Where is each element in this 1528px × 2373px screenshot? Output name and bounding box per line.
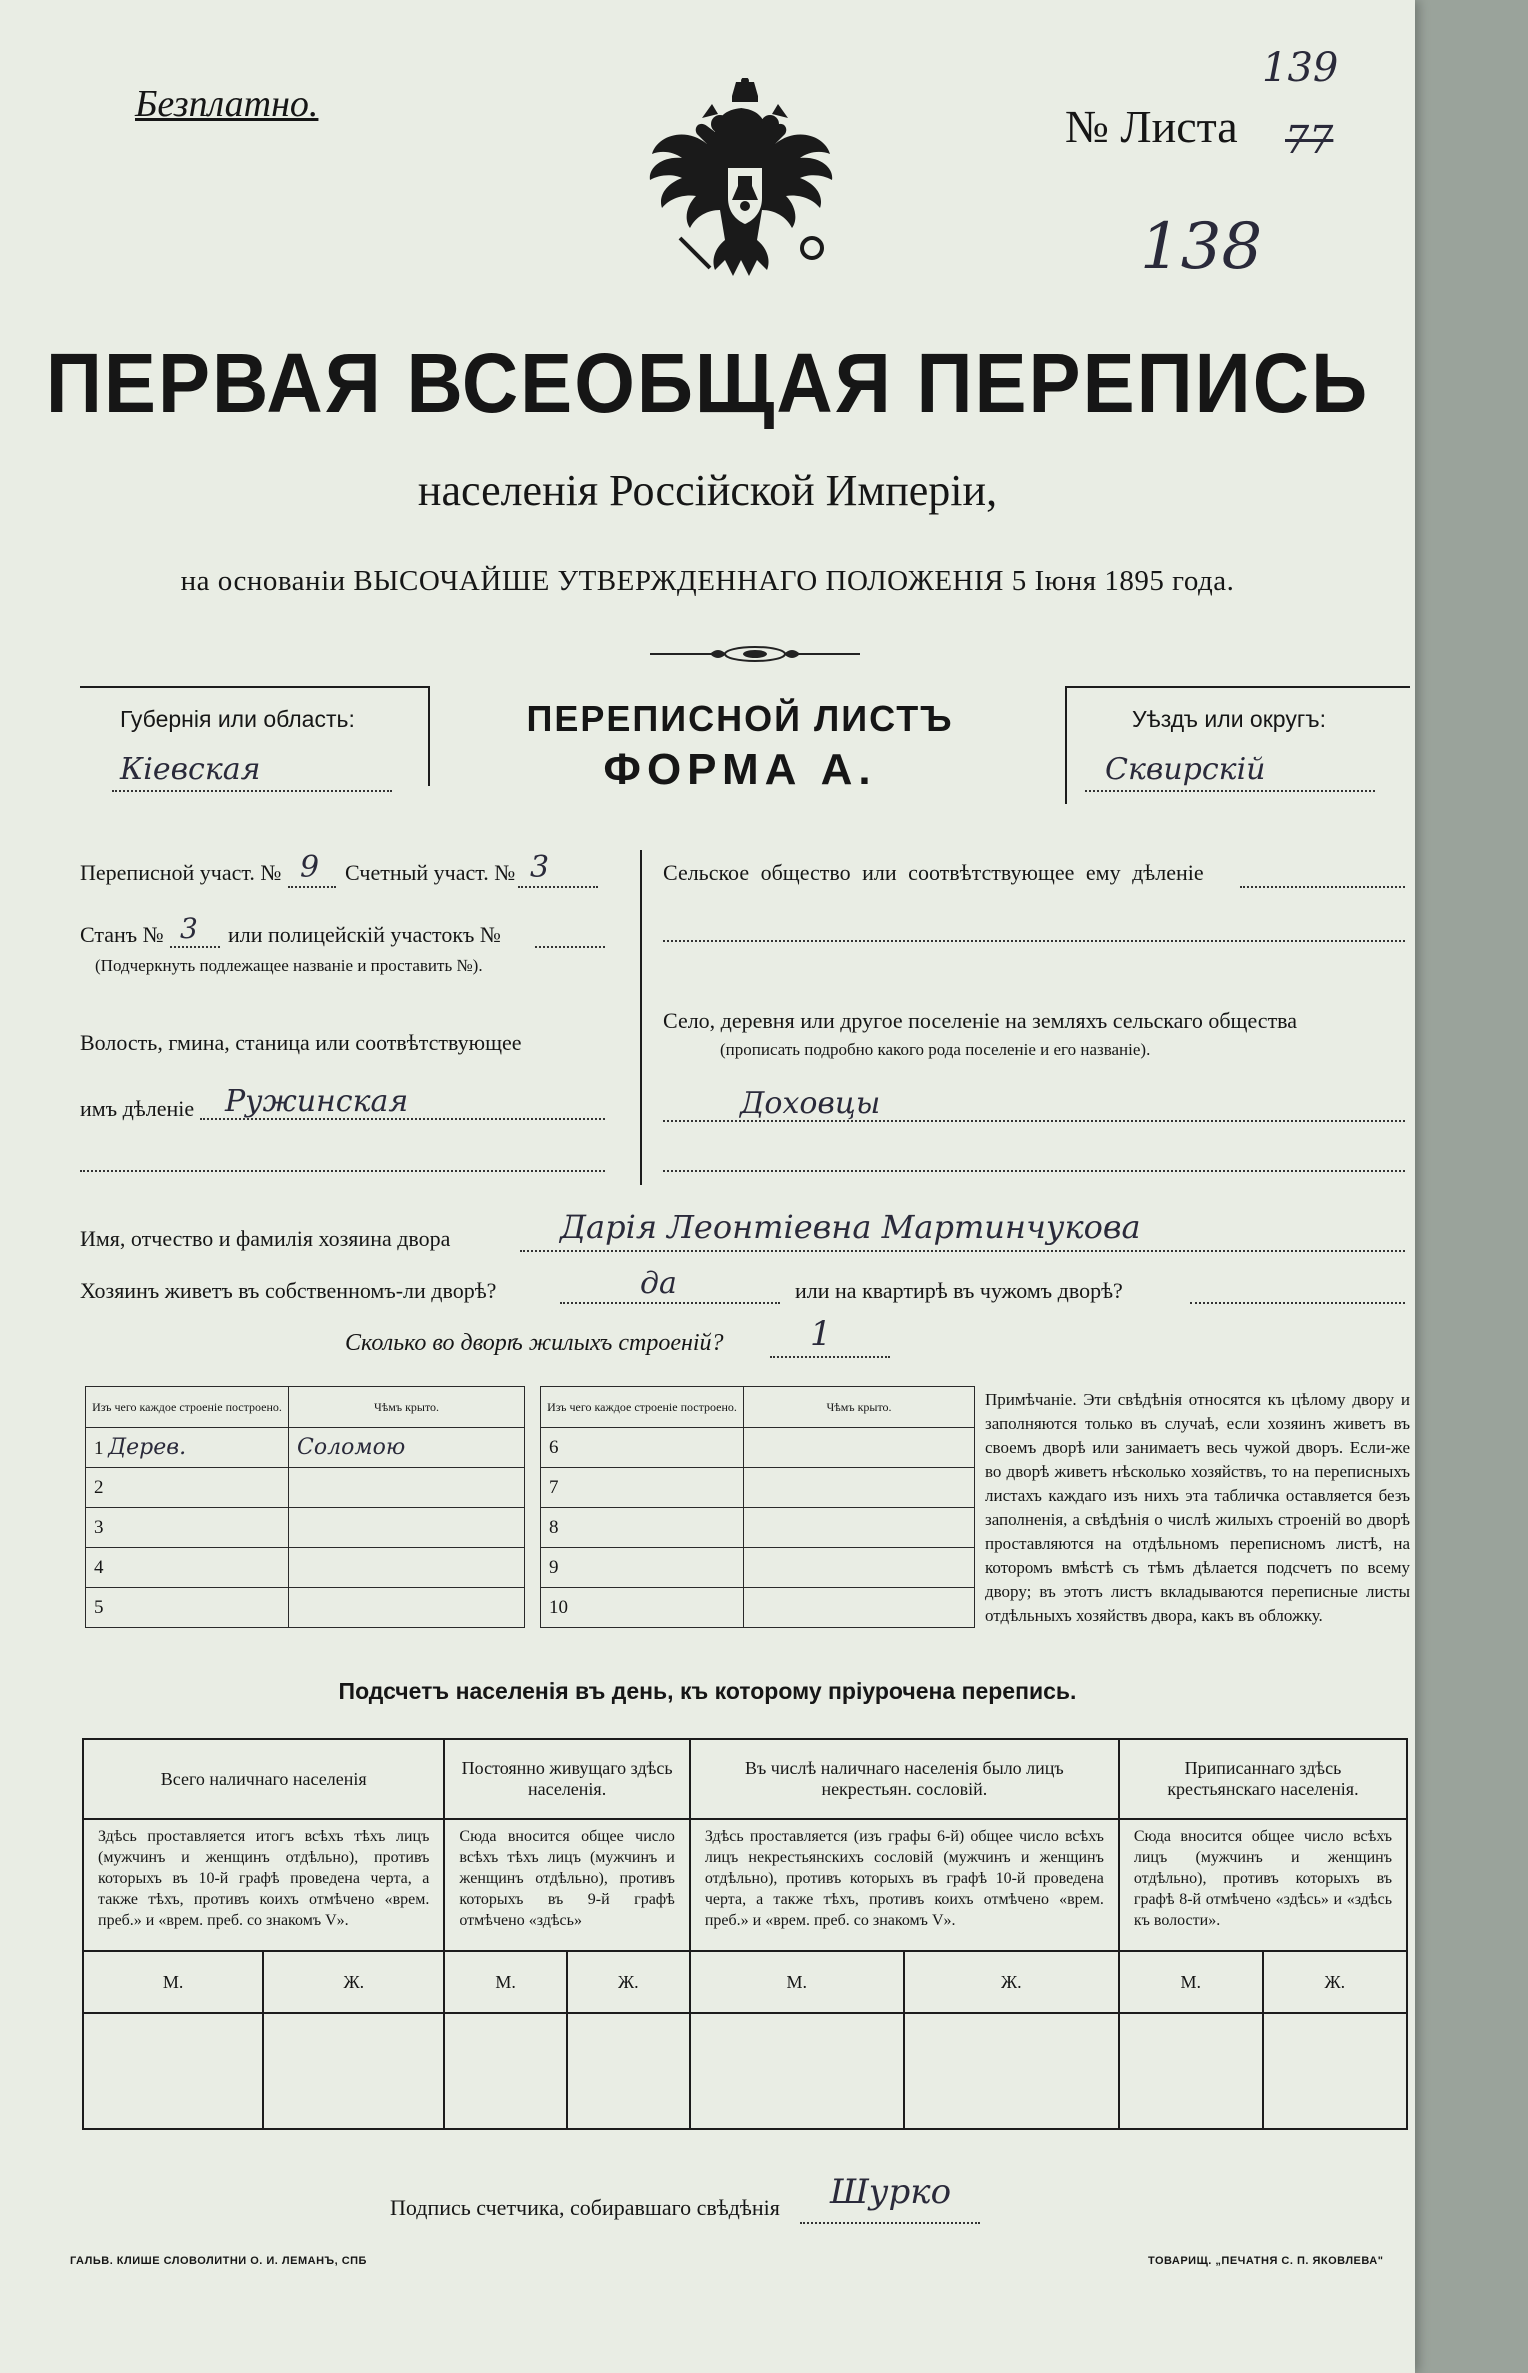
col-desc-registered: Сюда вносится общее число всѣхъ лицъ (мужчинъ и женщинъ отдѣльно), противъ которыхъ въ графѣ 8-й отмѣчено «здѣсь» и «здѣсь къ волости». [1119,1819,1407,1951]
count-cell [567,2013,690,2129]
table-row [83,2013,1407,2129]
col-desc-permanent: Сюда вносится общее число всѣхъ тѣхъ лицъ (мужчинъ и женщинъ отдѣльно), противъ которыхъ въ 9-й графѣ отмѣчено «здѣсь» [444,1819,689,1951]
pencil-number-top: 139 [1262,45,1339,91]
count-cell [904,2013,1119,2129]
owner-lives-dots [560,1302,780,1304]
owner-name-dots [520,1250,1405,1252]
table-row [86,1548,525,1588]
buildings-note: Примѣчаніе. Эти свѣдѣнія относятся къ цѣлому двору и заполняются только въ случаѣ, если хозяинъ живетъ въ своемъ дворѣ или занимаетъ весь чужой дворъ. Если-же во дворѣ живетъ нѣсколько хозяйствъ, то на переписныхъ листахъ каждаго изъ нихъ эта табличка оставляется безъ заполненія, а свѣдѣнія о числѣ жилыхъ строеній во дворѣ проставляются на отдѣльномъ переписномъ листѣ, на которомъ вмѣстѣ съ тѣмъ дѣлается подсчетъ по всему двору; въ этотъ листъ вкладываются переписные листы отдѣльныхъ хозяйствъ двора, какъ въ обложку. [985,1390,1410,1625]
sheet-number-label [1065,100,1238,153]
count-cell [263,2013,444,2129]
fields-divider [640,850,642,1185]
roof-cell [744,1508,975,1548]
buildings-table-left [85,1386,525,1628]
ornament-divider-icon [650,640,860,668]
count-area-value: 3 [530,850,550,885]
signature-dots [800,2222,980,2224]
roof-cell [744,1548,975,1588]
owner-rent-dots [1190,1302,1405,1304]
material-header: Изъ чего каждое строеніе построено. [541,1387,744,1428]
form-title: ПЕРЕПИСНОЙ ЛИСТЪ [526,698,954,739]
count-area-label: Счетный участ. № [345,860,516,885]
female-header: Ж. [1263,1951,1407,2013]
col-desc-non-peasant: Здѣсь проставляется (изъ графы 6-й) общее число всѣхъ лицъ некрестьянскихъ сословій (мужчинъ и женщинъ отдѣльно), противъ которыхъ въ графѣ 10-й проведена черта, а также тѣхъ, противъ коихъ отмѣчено «врем. преб.» и «врем. преб. со знакомъ V». [690,1819,1119,1951]
owner-rent-label: или на квартирѣ въ чужомъ дворѣ? [795,1278,1123,1303]
district-box-top [1065,686,1410,688]
material-cell: 2 [86,1468,289,1508]
signature-value: Шурко [830,2172,952,2212]
table-row [541,1508,975,1548]
volost-label: Волость, гмина, станица или соотвѣтствующее [80,1030,522,1055]
pencil-number-big: 138 [1140,210,1263,284]
roof-cell [744,1588,975,1628]
village-dots [663,1120,1405,1122]
material-cell: 9 [541,1548,744,1588]
count-area-dots [518,886,598,888]
count-cell [1263,2013,1407,2129]
roof-cell: Соломою [289,1428,525,1468]
table-row [86,1468,525,1508]
census-area-value: 9 [300,850,320,885]
legal-basis: на основаніи ВЫСОЧАЙШЕ УТВЕРЖДЕННАГО ПОЛОЖЕНІЯ 5 Іюня 1895 года. [180,565,1235,597]
sheet-label: № Листа [1065,101,1238,152]
count-cell [444,2013,566,2129]
table-row [541,1428,975,1468]
roof-header: Чѣмъ крыто. [744,1387,975,1428]
underline-note: (Подчеркнуть подлежащее названіе и проставить №). [95,956,483,975]
col-head-present: Всего наличнаго населенія [83,1739,444,1819]
buildings-table-right [540,1386,975,1628]
buildings-label: Сколько во дворѣ жилыхъ строеній? [345,1330,724,1356]
roof-header: Чѣмъ крыто. [289,1387,525,1428]
district-dots [1085,790,1375,792]
census-area-dots [288,886,336,888]
village-label: Село, деревня или другое поселеніе на земляхъ сельскаго общества [663,1008,1298,1033]
col-head-registered: Приписаннаго здѣсь крестьянскаго населенія. [1119,1739,1407,1819]
volost-value: Ружинская [225,1084,409,1119]
material-header: Изъ чего каждое строеніе построено. [86,1387,289,1428]
table-row [86,1508,525,1548]
society-dots [1240,886,1405,888]
free-label: Безплатно. [135,83,319,125]
stan-value: 3 [180,912,198,945]
material-cell: 10 [541,1588,744,1628]
roof-cell [744,1428,975,1468]
police-label: или полицейскій участокъ № [228,922,501,947]
form-subtitle: ФОРМА А. [603,745,877,794]
male-header: М. [83,1951,263,2013]
stan-label: Станъ № [80,922,164,947]
village-value: Доховцы [740,1086,881,1121]
male-header: М. [1119,1951,1263,2013]
female-header: Ж. [904,1951,1119,2013]
male-header: М. [690,1951,904,2013]
footer-printer-left: ГАЛЬВ. КЛИШЕ СЛОВОЛИТНИ О. И. ЛЕМАНЪ, СПБ [70,2255,367,2267]
society-dots-2 [663,940,1405,942]
table-row [541,1548,975,1588]
village-note: (прописать подробно какого рода поселеніе и его названіе). [720,1040,1151,1059]
district-label: Уѣздъ или округъ: [1132,706,1326,732]
material-cell: 7 [541,1468,744,1508]
male-header: М. [444,1951,566,2013]
volost-label-2: имъ дѣленіе [80,1096,195,1121]
material-cell: 4 [86,1548,289,1588]
col-head-non-peasant: Въ числѣ наличнаго населенія было лицъ некрестьян. сословій. [690,1739,1119,1819]
material-cell: 6 [541,1428,744,1468]
sheet-number-struck: 77 [1285,118,1334,162]
owner-name-value: Дарія Леонтіевна Мартинчукова [560,1208,1141,1246]
roof-cell [289,1588,525,1628]
female-header: Ж. [263,1951,444,2013]
buildings-value: 1 [810,1314,832,1354]
roof-cell [289,1508,525,1548]
owner-lives-value: да [640,1266,677,1301]
roof-cell [289,1468,525,1508]
material-cell: 1 Дерев. [86,1428,289,1468]
roof-cell [289,1548,525,1588]
signature-label: Подпись счетчика, собиравшаго свѣдѣнія [390,2195,780,2220]
volost-dots [200,1118,605,1120]
province-box-top [80,686,430,688]
footer-printer-right: ТОВАРИЩ. „ПЕЧАТНЯ С. П. ЯКОВЛЕВА" [1148,2255,1384,2267]
district-value: Сквирскій [1105,752,1266,787]
table-row [86,1588,525,1628]
col-desc-present: Здѣсь проставляется итогъ всѣхъ тѣхъ лицъ (мужчинъ и женщинъ отдѣльно), противъ которыхъ въ 10-й графѣ проведена черта, а также тѣхъ, противъ коихъ отмѣчено «врем. преб.» и «врем. преб. со знакомъ V». [83,1819,444,1951]
table-row [541,1588,975,1628]
buildings-dots [770,1356,890,1358]
province-box-right [428,686,430,786]
main-title: ПЕРВАЯ ВСЕОБЩАЯ ПЕРЕПИСЬ [45,335,1370,431]
village-dots-2 [663,1170,1405,1172]
owner-name-label: Имя, отчество и фамилія хозяина двора [80,1226,451,1251]
society-label: Сельское общество или соотвѣтствующее ему дѣленіе [663,860,1204,885]
material-cell: 5 [86,1588,289,1628]
population-title: Подсчетъ населенія въ день, къ которому пріурочена перепись. [338,1678,1077,1704]
population-table [82,1738,1408,2130]
subtitle: населенія Россійской Имперіи, [417,466,998,515]
count-cell [690,2013,904,2129]
district-box-left [1065,686,1067,804]
count-cell [83,2013,263,2129]
volost-dots-2 [80,1170,605,1172]
imperial-eagle-icon [640,78,850,308]
province-dots [112,790,392,792]
province-label: Губернія или область: [120,706,355,732]
material-cell: 3 [86,1508,289,1548]
count-cell [1119,2013,1263,2129]
table-row [86,1428,525,1468]
stan-dots [170,946,220,948]
col-head-permanent: Постоянно живущаго здѣсь населенія. [444,1739,689,1819]
table-row [541,1468,975,1508]
census-area-label: Переписной участ. № [80,860,282,885]
owner-lives-label: Хозяинъ живетъ въ собственномъ-ли дворѣ? [80,1278,497,1303]
roof-cell [744,1468,975,1508]
material-cell: 8 [541,1508,744,1548]
province-value: Кіевская [120,752,261,787]
female-header: Ж. [567,1951,690,2013]
police-dots [535,946,605,948]
